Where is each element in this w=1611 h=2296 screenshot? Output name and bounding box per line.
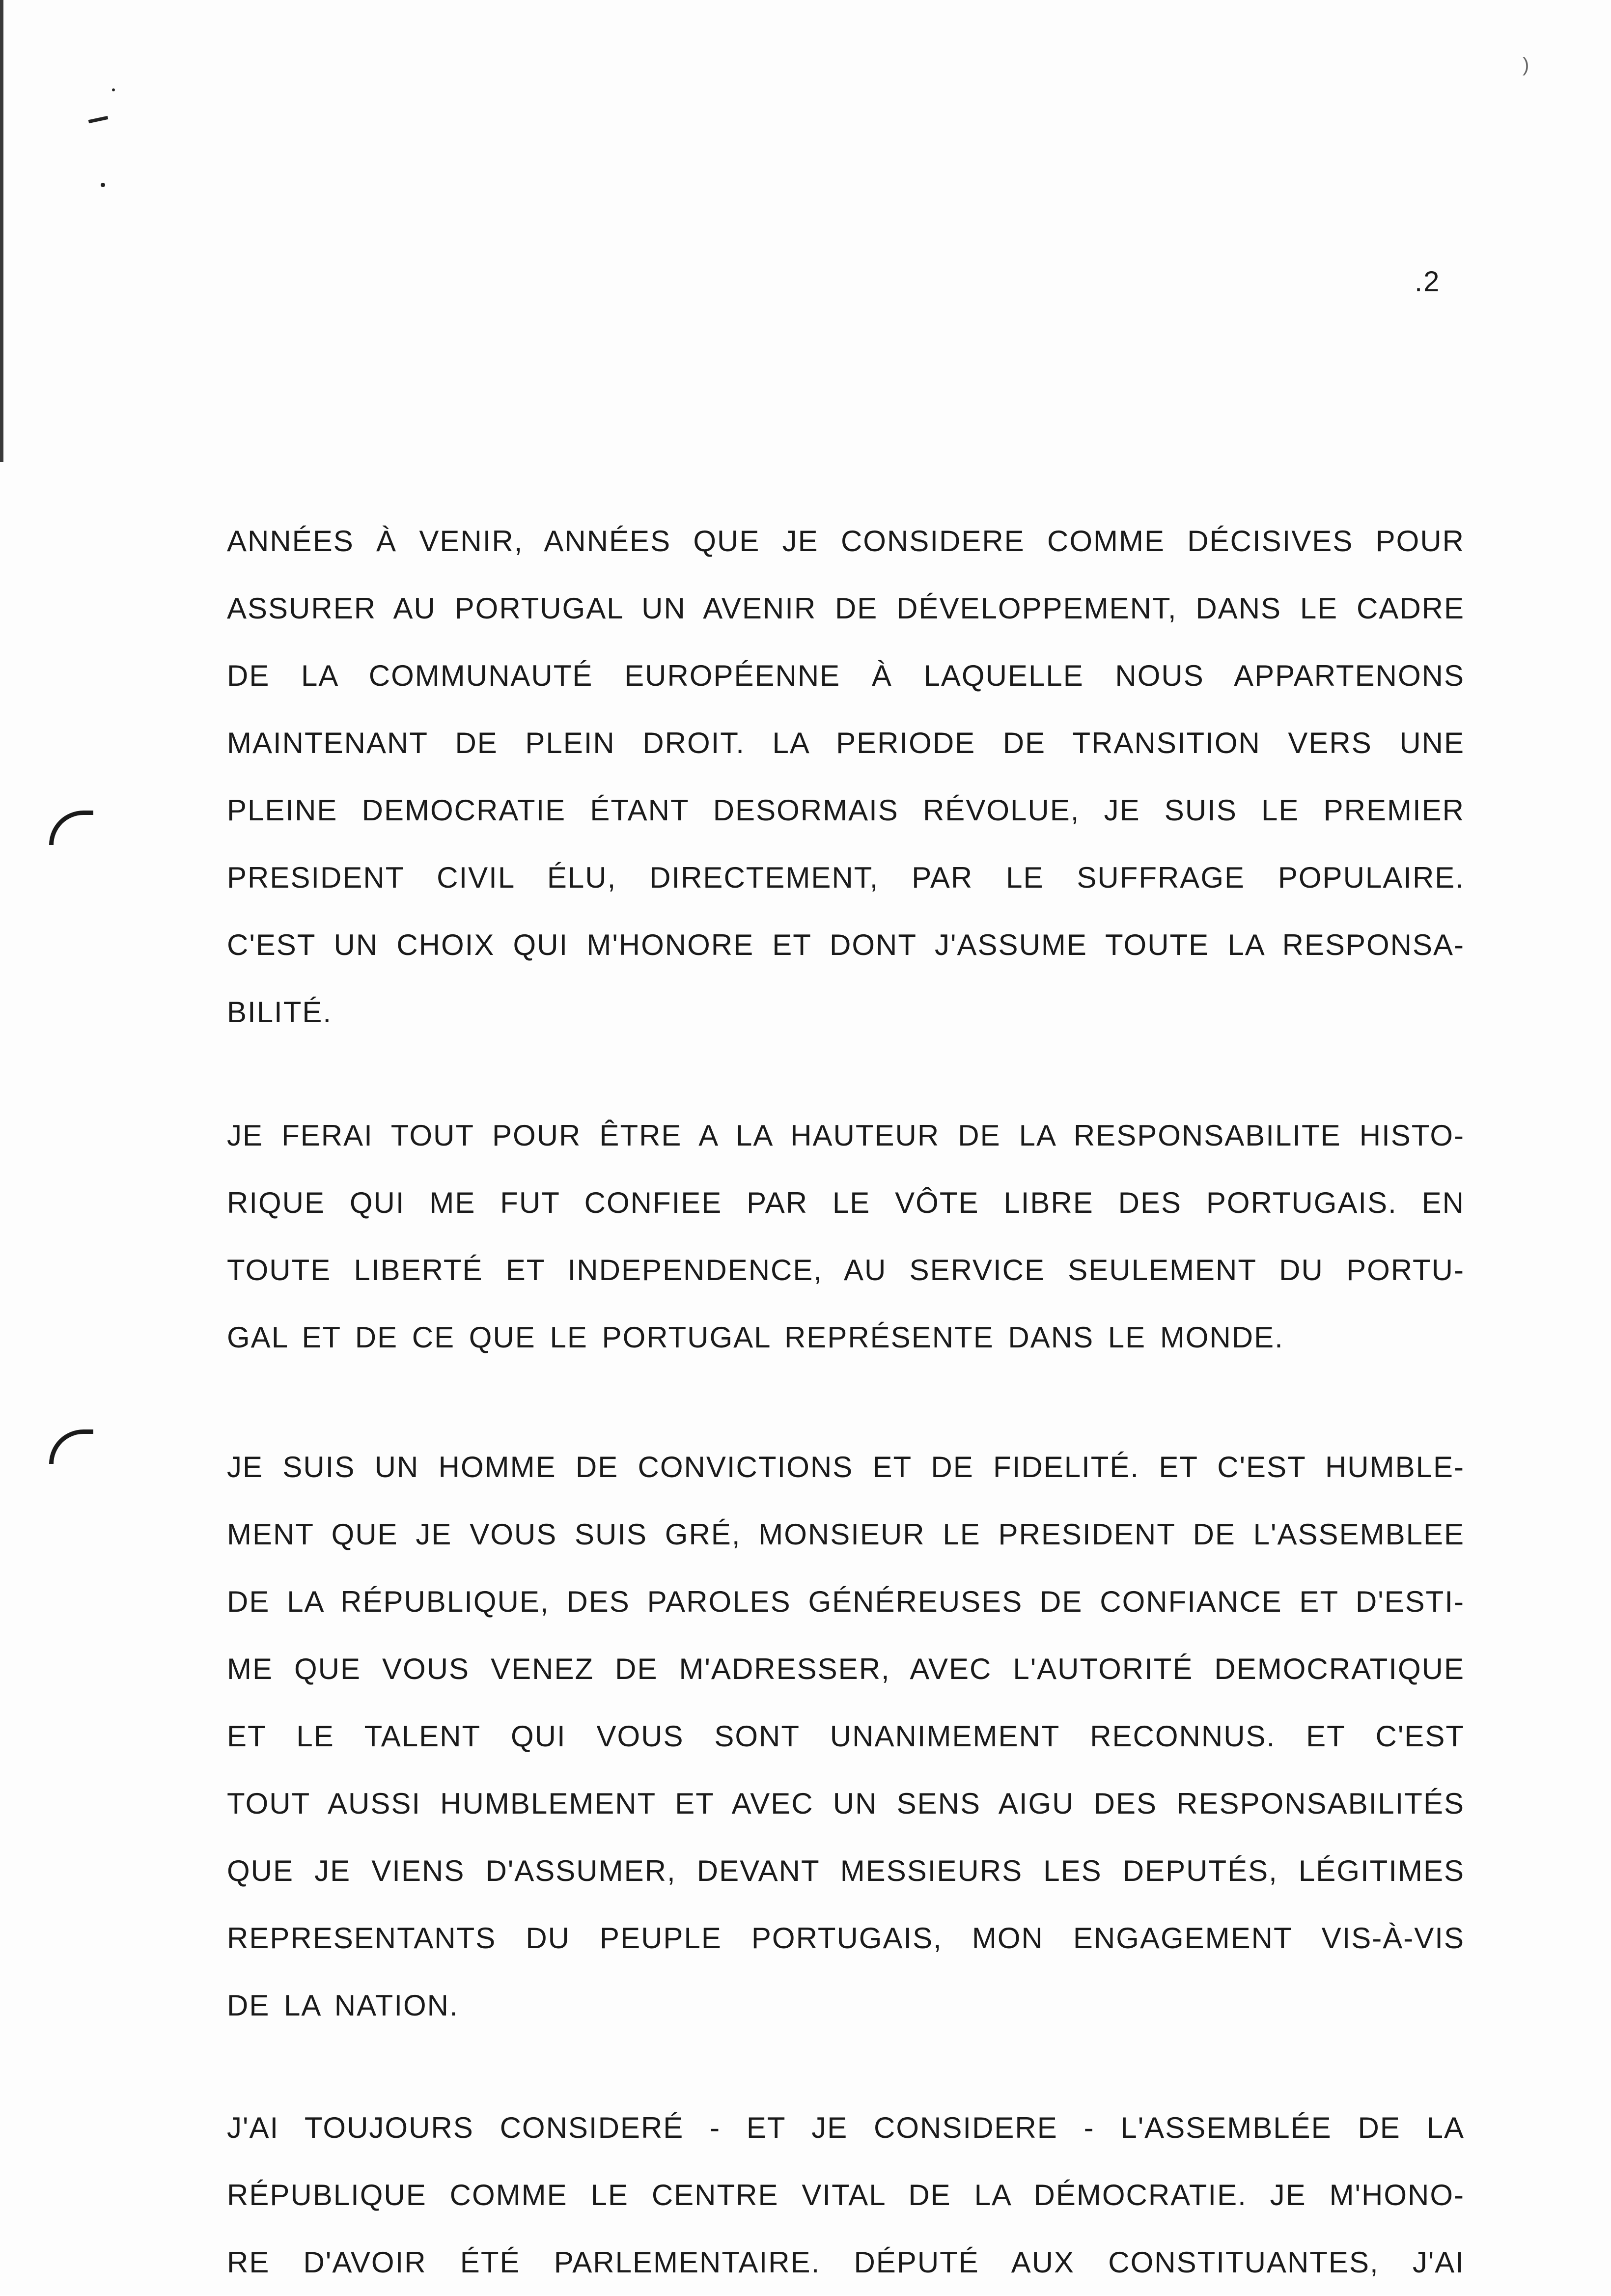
scan-left-edge xyxy=(0,0,3,462)
paragraph-4 xyxy=(227,2094,1465,2296)
text-line: ANNÉES À VENIR, ANNÉES QUE JE CONSIDERE COMME DÉCISIVES POUR xyxy=(227,525,1465,558)
margin-dot-mark xyxy=(112,88,115,91)
paragraph-3 xyxy=(227,1433,1465,2039)
text-line: DE LA COMMUNAUTÉ EUROPÉENNE À LAQUELLE NOUS APPARTENONS xyxy=(227,659,1465,692)
margin-dash-mark xyxy=(88,116,109,123)
text-line: ASSURER AU PORTUGAL UN AVENIR DE DÉVELOPPEMENT, DANS LE CADRE xyxy=(227,592,1465,625)
page-number: .2 xyxy=(1415,266,1441,298)
text-line: RÉPUBLIQUE COMME LE CENTRE VITAL DE LA DÉMOCRATIE. JE M'HONO- xyxy=(227,2179,1465,2212)
text-line: JE SUIS UN HOMME DE CONVICTIONS ET DE FIDELITÉ. ET C'EST HUMBLE- xyxy=(227,1451,1465,1484)
text-line: MAINTENANT DE PLEIN DROIT. LA PERIODE DE TRANSITION VERS UNE xyxy=(227,727,1465,759)
text-line: TOUTE LIBERTÉ ET INDEPENDENCE, AU SERVICE SEULEMENT DU PORTU- xyxy=(227,1254,1465,1287)
text-line: JE FERAI TOUT POUR ÊTRE A LA HAUTEUR DE LA RESPONSABILITE HISTO- xyxy=(227,1119,1465,1152)
text-line: QUE JE VIENS D'ASSUMER, DEVANT MESSIEURS LES DEPUTÉS, LÉGITIMES xyxy=(227,1854,1465,1887)
text-line: ME QUE VOUS VENEZ DE M'ADRESSER, AVEC L'AUTORITÉ DEMOCRATIQUE xyxy=(227,1652,1465,1685)
text-line: RIQUE QUI ME FUT CONFIEE PAR LE VÔTE LIBRE DES PORTUGAIS. EN xyxy=(227,1186,1465,1219)
text-line: C'EST UN CHOIX QUI M'HONORE ET DONT J'ASSUME TOUTE LA RESPONSA- xyxy=(227,928,1465,961)
text-line: RE D'AVOIR ÉTÉ PARLEMENTAIRE. DÉPUTÉ AUX CONSTITUANTES, J'AI xyxy=(227,2246,1465,2279)
text-line: PLEINE DEMOCRATIE ÉTANT DESORMAIS RÉVOLUE, JE SUIS LE PREMIER xyxy=(227,794,1465,827)
paragraph-1 xyxy=(227,507,1465,1046)
paragraph-2 xyxy=(227,1102,1465,1371)
margin-bracket-mark xyxy=(49,811,93,845)
text-line: DE LA RÉPUBLIQUE, DES PAROLES GÉNÉREUSES DE CONFIANCE ET D'ESTI- xyxy=(227,1585,1465,1618)
text-line: DE LA NATION. xyxy=(227,1989,459,2022)
margin-bracket-mark xyxy=(49,1429,93,1464)
text-line: TOUT AUSSI HUMBLEMENT ET AVEC UN SENS AIGU DES RESPONSABILITÉS xyxy=(227,1787,1465,1820)
text-line: BILITÉ. xyxy=(227,996,333,1029)
text-line: MENT QUE JE VOUS SUIS GRÉ, MONSIEUR LE PRESIDENT DE L'ASSEMBLEE xyxy=(227,1518,1465,1551)
text-line: PRESIDENT CIVIL ÉLU, DIRECTEMENT, PAR LE SUFFRAGE POPULAIRE. xyxy=(227,861,1465,894)
margin-dot-mark xyxy=(101,183,105,187)
text-line: REPRESENTANTS DU PEUPLE PORTUGAIS, MON ENGAGEMENT VIS-À-VIS xyxy=(227,1922,1465,1955)
text-line: GAL ET DE CE QUE LE PORTUGAL REPRÉSENTE DANS LE MONDE. xyxy=(227,1321,1284,1354)
text-line: J'AI TOUJOURS CONSIDERÉ - ET JE CONSIDERE - L'ASSEMBLÉE DE LA xyxy=(227,2111,1465,2144)
corner-mark: ) xyxy=(1523,54,1529,76)
text-line: ET LE TALENT QUI VOUS SONT UNANIMEMENT RECONNUS. ET C'EST xyxy=(227,1720,1465,1753)
